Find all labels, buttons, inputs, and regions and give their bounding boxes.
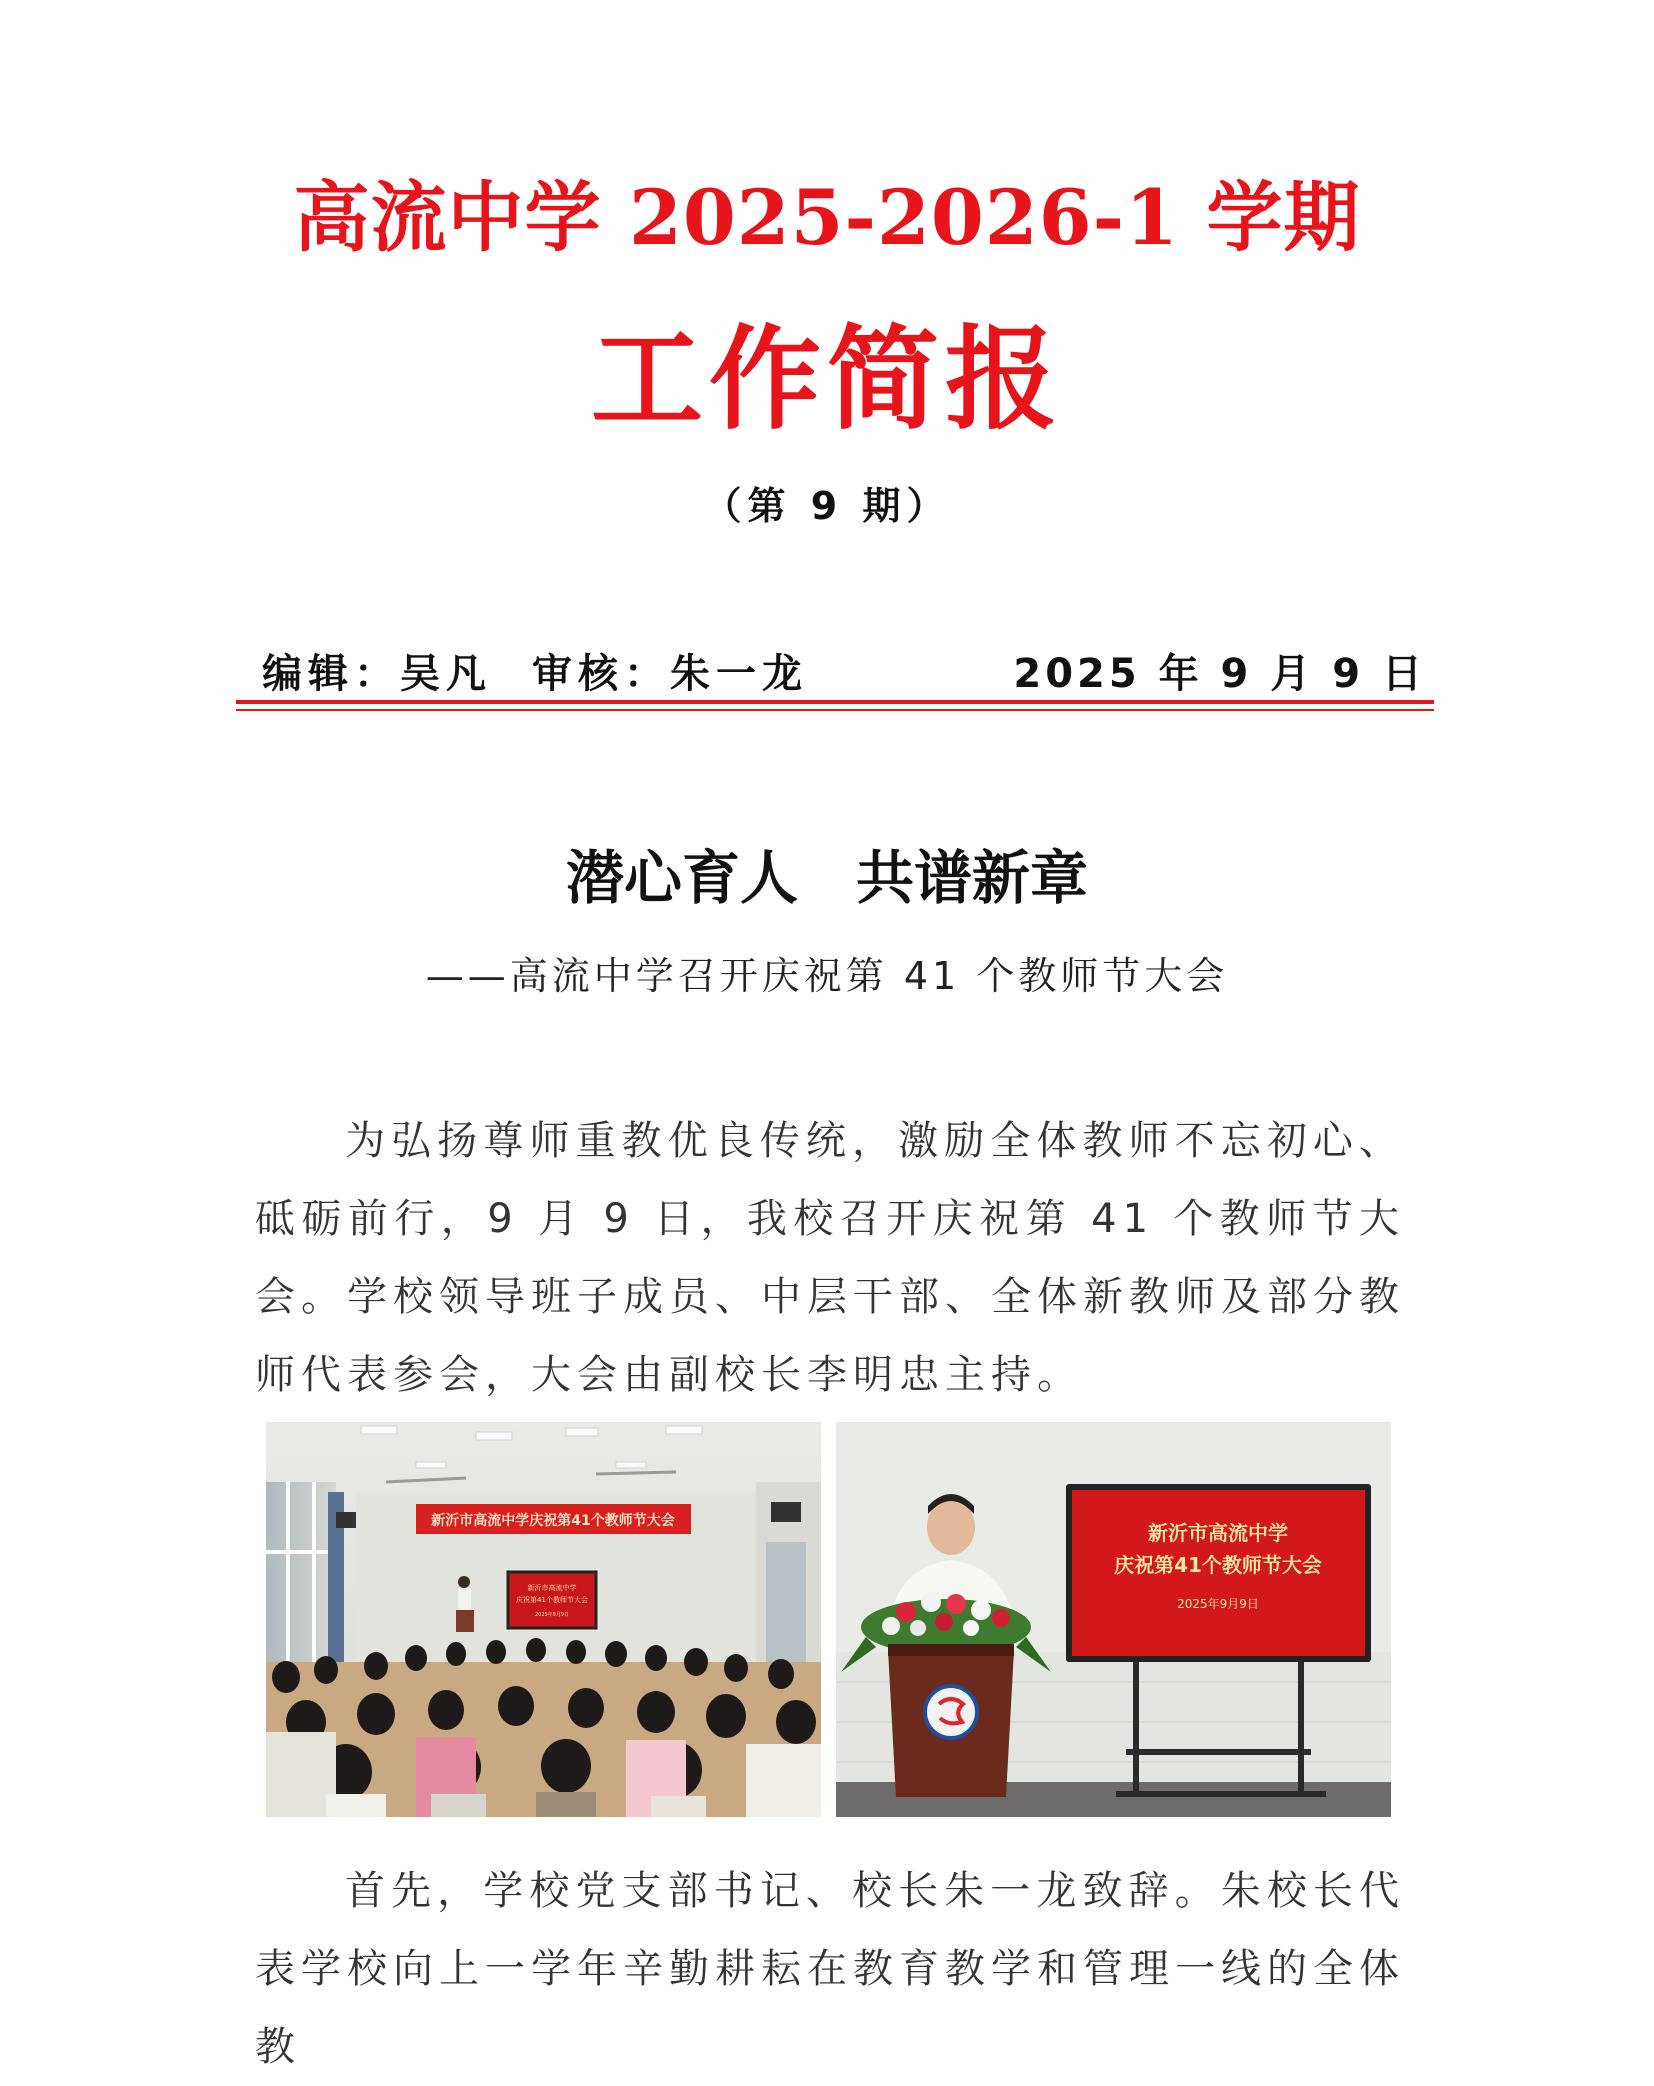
- screen-text-date: 2025年9月9日: [1177, 1597, 1259, 1611]
- article-headline: 潜心育人 共谱新章: [565, 844, 1088, 912]
- svg-text:庆祝第41个教师节大会: 庆祝第41个教师节大会: [516, 1596, 588, 1604]
- publish-date: 2025 年 9 月 9 日: [1013, 651, 1426, 697]
- bulletin-subtitle: 工作简报: [591, 314, 1063, 445]
- svg-text:新沂市高流中学: 新沂市高流中学: [527, 1584, 577, 1592]
- hall-banner-text: 新沂市高流中学庆祝第41个教师节大会: [431, 1513, 675, 1529]
- screen-text-line1: 新沂市高流中学: [1148, 1521, 1288, 1545]
- screen-text-line2: 庆祝第41个教师节大会: [1114, 1553, 1322, 1577]
- header-divider-thin: [236, 709, 1434, 711]
- issue-number: （第 9 期）: [703, 484, 951, 528]
- editor-info: [262, 646, 808, 702]
- reviewer-name: 审核：朱一龙: [532, 651, 808, 697]
- editor-name: 编辑：吴凡: [262, 651, 492, 697]
- article-paragraph-1: 为弘扬尊师重教优良传统，激励全体教师不忘初心、砥砺前行，9 月 9 日，我校召开庆祝第 41 个教师节大会。学校领导班子成员、中层干部、全体新教师及部分教师代表参会，大会由副校长李明忠主持。: [255, 1118, 1405, 1398]
- bulletin-title: 高流中学 2025-2026-1 学期: [293, 173, 1361, 262]
- article-paragraph-2: 首先，学校党支部书记、校长朱一龙致辞。朱校长代表学校向上一学年辛勤耕耘在教育教学和管理一线的全体教: [255, 1868, 1405, 2070]
- svg-text:2025年9月9日: 2025年9月9日: [534, 1612, 570, 1618]
- header-divider-thick: [236, 700, 1434, 704]
- article-subheadline: ——高流中学召开庆祝第 41 个教师节大会: [425, 954, 1229, 998]
- meeting-hall-photo: [266, 1422, 821, 1817]
- principal-speech-photo: [836, 1422, 1391, 1817]
